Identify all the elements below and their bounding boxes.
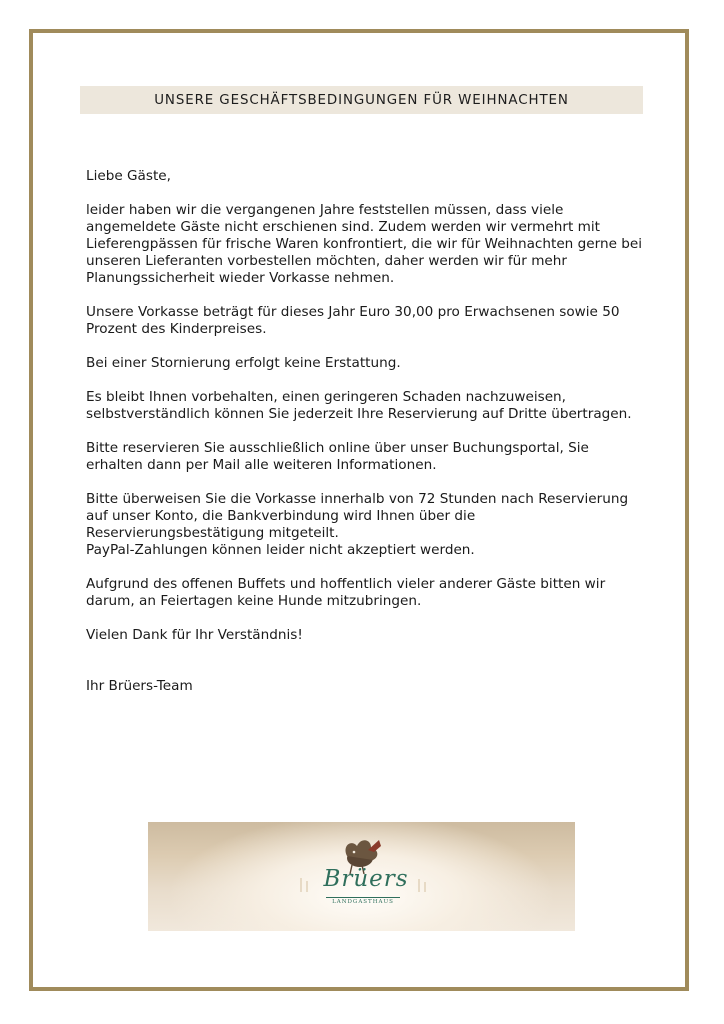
paragraph-damages: Es bleibt Ihnen vorbehalten, einen geringeren Schaden nachzuweisen, selbstverständlich können Sie jederzeit Ihre Reservierung auf Dritte übertragen. <box>86 389 632 422</box>
paragraph-intro: leider haben wir die vergangenen Jahre feststellen müssen, dass viele angemeldete Gäste nicht erschienen sind. Zudem werden wir vermehrt mit Lieferengpässen für frische Waren konfrontiert, die wir für Weihnachten gerne bei unseren Lieferanten vorbestellen möchten, daher werden wir für mehr Planungssicherheit wieder Vorkasse nehmen. <box>86 202 643 286</box>
logo-subtitle: LANDGASTHAUS <box>326 897 400 905</box>
paragraph-transfer: Bitte überweisen Sie die Vorkasse innerhalb von 72 Stunden nach Reservierung auf unser Konto, die Bankverbindung wird Ihnen über die Reservierungsbestätigung mitgeteilt. <box>86 491 629 541</box>
page-title: UNSERE GESCHÄFTSBEDINGUNGEN FÜR WEIHNACHTEN <box>154 92 569 108</box>
paragraph-prepayment: Unsere Vorkasse beträgt für dieses Jahr Euro 30,00 pro Erwachsenen sowie 50 Prozent des Kinderpreises. <box>86 304 620 337</box>
paragraph-thanks: Vielen Dank für Ihr Verständnis! <box>86 627 303 643</box>
greeting: Liebe Gäste, <box>86 168 171 184</box>
logo-banner <box>148 822 575 931</box>
paragraph-cancellation: Bei einer Stornierung erfolgt keine Erstattung. <box>86 355 401 371</box>
letter-body <box>86 168 646 695</box>
paragraph-dogs: Aufgrund des offenen Buffets und hoffentlich vieler anderer Gäste bitten wir darum, an Feiertagen keine Hunde mitzubringen. <box>86 576 606 609</box>
logo-wordmark: Brüers <box>323 866 409 892</box>
title-bar <box>80 86 643 114</box>
signature: Ihr Brüers-Team <box>86 678 193 694</box>
paragraph-booking: Bitte reservieren Sie ausschließlich online über unser Buchungsportal, Sie erhalten dann per Mail alle weiteren Informationen. <box>86 440 589 473</box>
paragraph-paypal: PayPal-Zahlungen können leider nicht akzeptiert werden. <box>86 542 475 558</box>
